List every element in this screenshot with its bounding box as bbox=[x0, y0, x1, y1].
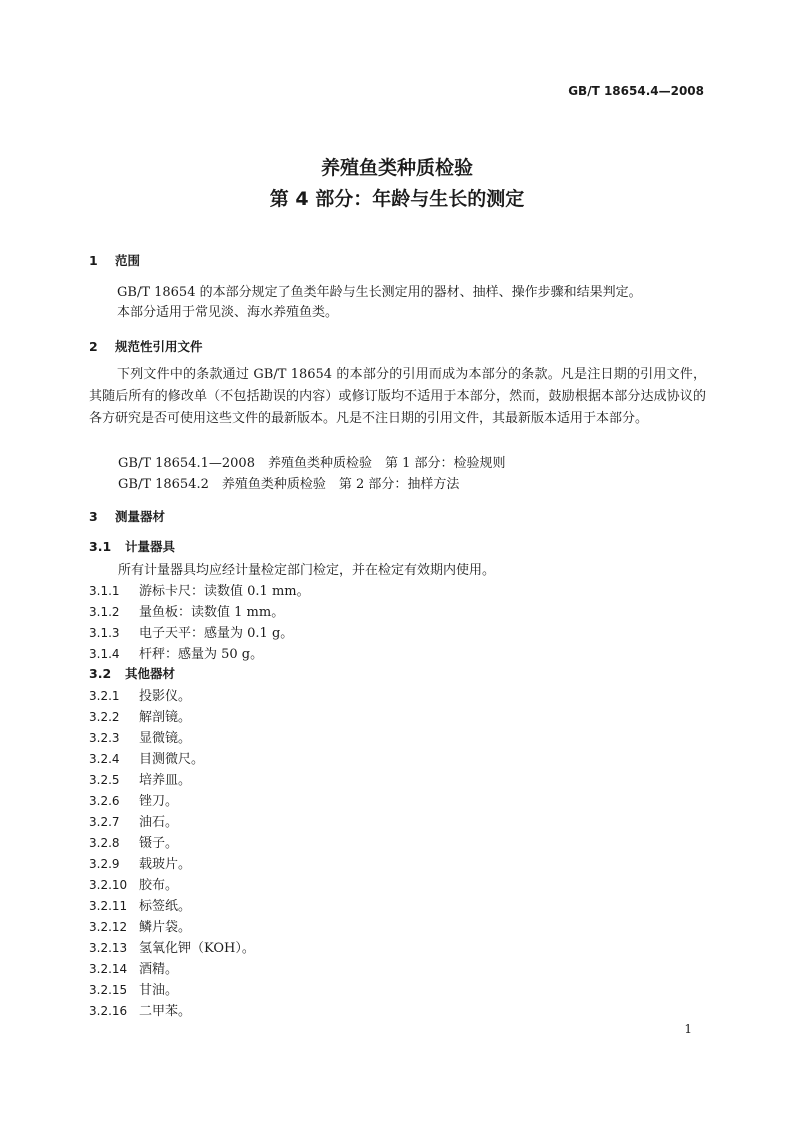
list-item: 3.2.14 酒精。 bbox=[89, 962, 179, 977]
section-3-1-paragraph: 所有计量器具均应经计量检定部门检定，并在检定有效期内使用。 bbox=[118, 563, 496, 578]
section-1-paragraph-1: GB/T 18654 的本部分规定了鱼类年龄与生长测定用的器材、抽样、操作步骤和结果判定。 bbox=[117, 285, 642, 300]
section-title: 范围 bbox=[115, 253, 141, 268]
section-3-1-heading bbox=[89, 537, 175, 555]
list-item: 3.2.1 投影仪。 bbox=[89, 689, 192, 704]
section-1-heading bbox=[89, 251, 140, 269]
list-item: 3.2.7 油石。 bbox=[89, 815, 179, 830]
section-number: 1 bbox=[89, 253, 98, 268]
list-item: 3.2.8 镊子。 bbox=[89, 836, 179, 851]
list-item: 3.2.10 胶布。 bbox=[89, 878, 179, 893]
list-item: 3.2.11 标签纸。 bbox=[89, 899, 192, 914]
list-item: 3.2.12 鳞片袋。 bbox=[89, 920, 192, 935]
section-title: 计量器具 bbox=[125, 539, 176, 554]
section-1-paragraph-2: 本部分适用于常见淡、海水养殖鱼类。 bbox=[117, 305, 339, 320]
list-item: 3.2.16 二甲苯。 bbox=[89, 1004, 192, 1019]
page-number: 1 bbox=[684, 1022, 692, 1036]
list-item: 3.1.2 量鱼板：读数值 1 mm。 bbox=[89, 605, 285, 620]
list-item: 3.2.9 载玻片。 bbox=[89, 857, 192, 872]
list-item: 3.1.1 游标卡尺：读数值 0.1 mm。 bbox=[89, 584, 310, 599]
section-number: 2 bbox=[89, 339, 98, 354]
list-item: 3.1.3 电子天平：感量为 0.1 g。 bbox=[89, 626, 294, 641]
section-title: 测量器材 bbox=[115, 509, 166, 524]
section-title: 其他器材 bbox=[125, 666, 176, 681]
reference-2: GB/T 18654.2 养殖鱼类种质检验 第 2 部分：抽样方法 bbox=[118, 477, 460, 492]
list-item: 3.2.13 氢氧化钾（KOH）。 bbox=[89, 941, 255, 956]
list-item: 3.2.3 显微镜。 bbox=[89, 731, 192, 746]
document-subtitle: 第 4 部分：年龄与生长的测定 bbox=[269, 188, 525, 210]
document-title: 养殖鱼类种质检验 bbox=[320, 157, 473, 179]
reference-1: GB/T 18654.1—2008 养殖鱼类种质检验 第 1 部分：检验规则 bbox=[118, 456, 506, 471]
list-item: 3.2.5 培养皿。 bbox=[89, 773, 192, 788]
section-number: 3.1 bbox=[89, 539, 112, 554]
section-2-paragraph: 下列文件中的条款通过 GB/T 18654 的本部分的引用而成为本部分的条款。凡是注日期的引用文件，其随后所有的修改单（不包括勘误的内容）或修订版均不适用于本部分，然而，鼓励根据本部分达成协议的各方研究是否可使用这些文件的最新版本。凡是不注日期的引用文件，其最新版本适用于本部分。 bbox=[89, 367, 706, 426]
section-3-2-heading bbox=[89, 664, 175, 682]
section-title: 规范性引用文件 bbox=[115, 339, 203, 354]
section-number: 3.2 bbox=[89, 666, 112, 681]
section-number: 3 bbox=[89, 509, 98, 524]
list-item: 3.2.15 甘油。 bbox=[89, 983, 179, 998]
section-3-heading bbox=[89, 507, 165, 525]
section-2-heading bbox=[89, 337, 203, 355]
list-item: 3.2.6 锉刀。 bbox=[89, 794, 179, 809]
list-item: 3.2.4 目测微尺。 bbox=[89, 752, 205, 767]
list-item: 3.2.2 解剖镜。 bbox=[89, 710, 192, 725]
standard-code: GB/T 18654.4—2008 bbox=[568, 84, 704, 98]
list-item: 3.1.4 杆秤：感量为 50 g。 bbox=[89, 647, 264, 662]
